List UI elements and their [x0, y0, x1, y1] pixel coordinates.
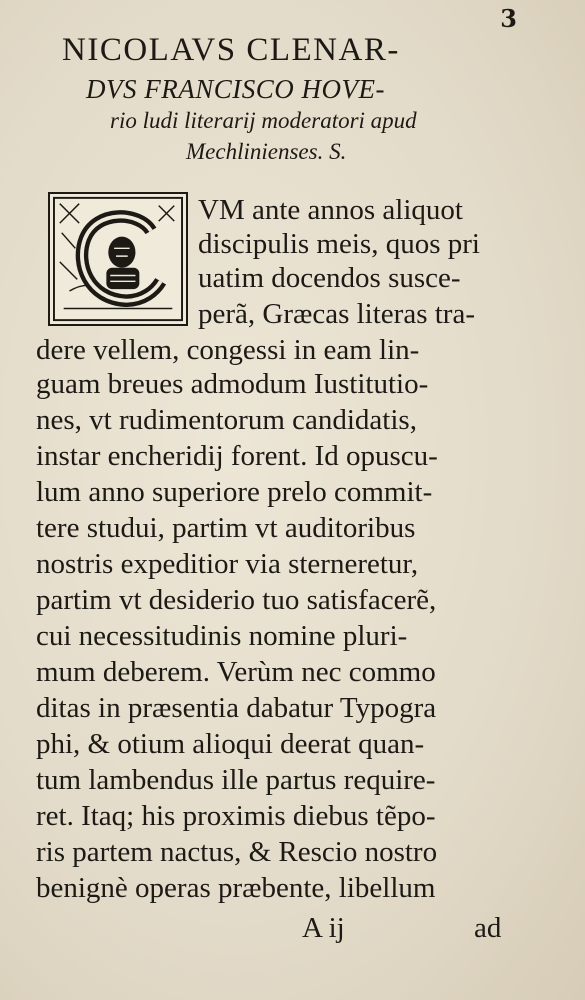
heading-line-4: Mechlinienses. S. — [186, 139, 347, 164]
heading-line-3: rio ludi literarij moderatori apud — [110, 108, 417, 133]
signature-mark: A ij — [302, 912, 345, 944]
woodcut-initial-image — [50, 194, 186, 324]
body-line: dere vellem, congessi in eam lin- — [36, 334, 420, 366]
body-line: partim vt desiderio tuo satisfacerẽ, — [36, 584, 437, 616]
body-line: nes, vt rudimentorum candidatis, — [36, 404, 417, 436]
body-line: mum deberem. Verùm nec commo — [36, 656, 436, 688]
body-line: nostris expeditior via sterneretur, — [36, 548, 419, 580]
catchword: ad — [474, 912, 502, 944]
heading-line-2: DVS FRANCISCO HOVE- — [86, 74, 385, 104]
body-line: cui necessitudinis nomine pluri- — [36, 620, 408, 652]
decorated-initial-c — [48, 192, 188, 326]
body-line: perã, Græcas literas tra- — [198, 298, 475, 330]
body-line: tere studui, partim vt auditoribus — [36, 512, 416, 544]
body-line: tum lambendus ille partus require- — [36, 764, 436, 796]
body-line: lum anno superiore prelo commit- — [36, 476, 433, 508]
body-line: uatim docendos susce- — [198, 262, 461, 294]
body-line: discipulis meis, quos pri — [198, 228, 480, 260]
page-number: 3 — [500, 4, 517, 33]
body-line: ris partem nactus, & Rescio nostro — [36, 836, 438, 868]
heading-line-1: NICOLAVS CLENAR- — [62, 32, 400, 68]
body-line: ret. Itaq; his proximis diebus tẽpo- — [36, 800, 436, 832]
body-line: benignè operas præbente, libellum — [36, 872, 436, 904]
body-line: instar encheridij forent. Id opuscu- — [36, 440, 438, 472]
body-line: guam breues admodum Iustitutio- — [36, 368, 429, 400]
body-line: ditas in præsentia dabatur Typogra — [36, 692, 437, 724]
body-line: phi, & otium alioqui deerat quan- — [36, 728, 425, 760]
body-line: VM ante annos aliquot — [198, 194, 463, 226]
